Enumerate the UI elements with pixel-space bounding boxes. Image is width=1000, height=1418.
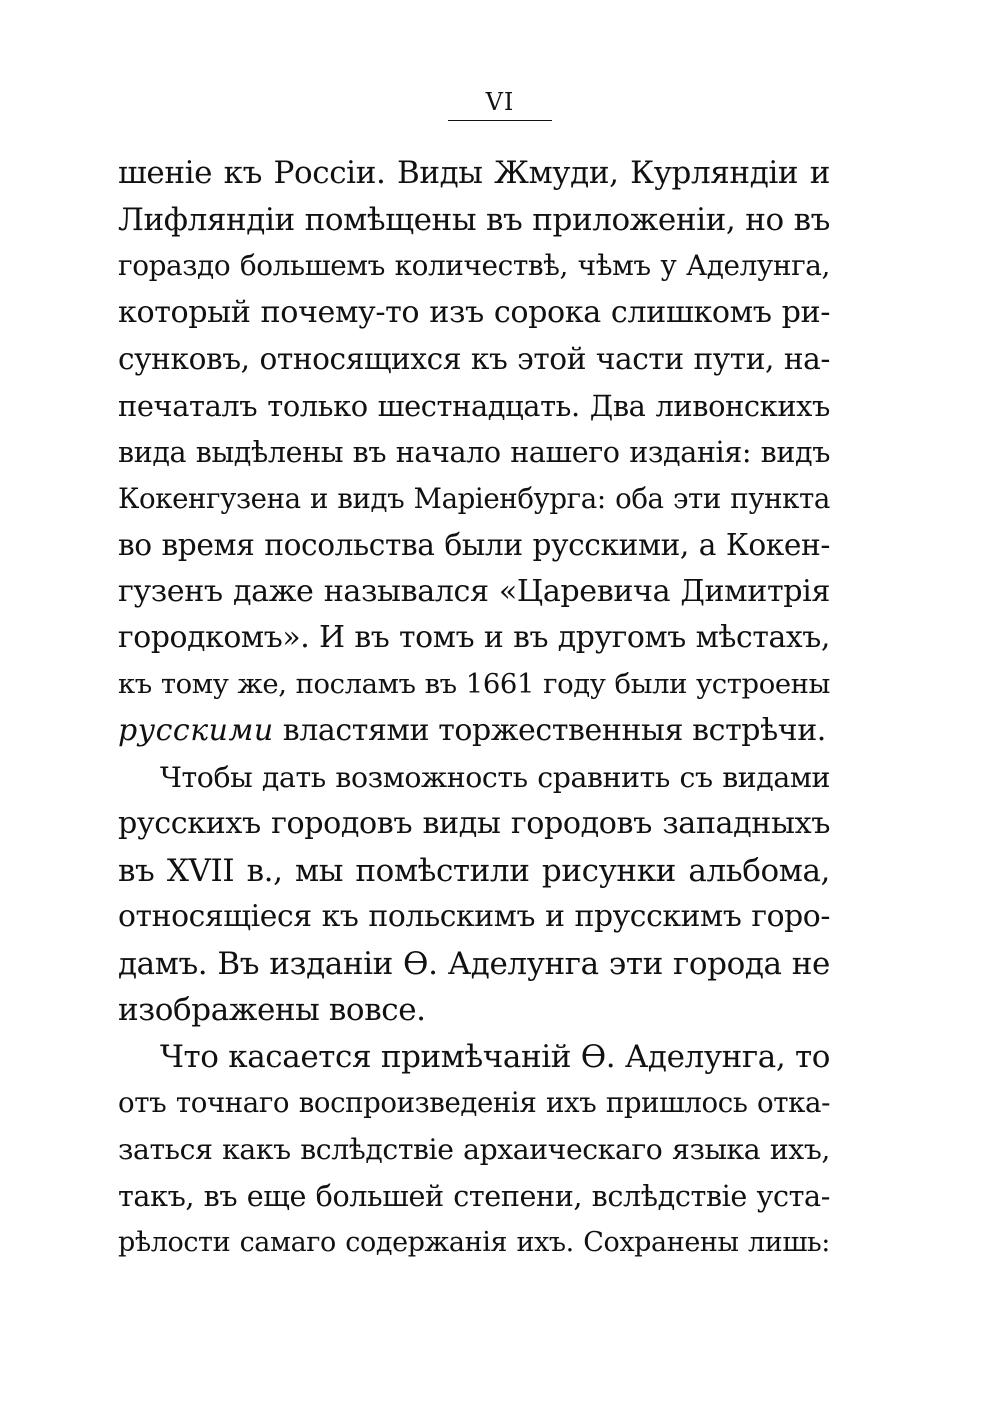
text-line: Чтобы дать возможность сравнить съ видами (160, 760, 830, 794)
text-line: городкомъ». И въ томъ и въ другомъ мѣстахъ, (118, 620, 830, 655)
text-line: Кокенгузена и видъ Маріенбурга: оба эти пункта (118, 481, 830, 515)
text-line-last: изображены вовсе. (118, 992, 426, 1028)
text-line: гузенъ даже назывался «Царевича Димитрія (118, 573, 830, 609)
text-line: къ тому же, посламъ въ 1661 году были устроены (118, 668, 830, 700)
paragraph-3 (118, 1034, 830, 1267)
text-line: въ XVII в., мы помѣстили рисунки альбома, (118, 852, 830, 889)
text-line: шеніе къ Россіи. Виды Жмуди, Курляндіи и (118, 155, 830, 191)
paragraph-2 (118, 755, 830, 1034)
text-line: Лифляндіи помѣщены въ приложеніи, но въ (118, 201, 830, 238)
text-line: заться какъ вслѣдствіе архаическаго языка ихъ, (118, 1132, 830, 1166)
text-line: гораздо большемъ количествѣ, чѣмъ у Аделунга, (118, 249, 830, 282)
text-line-last (118, 708, 830, 755)
text-line: рѣлости самаго содержанія ихъ. Сохранены лишь: (118, 1226, 830, 1258)
body-text (118, 150, 830, 1266)
paragraph-1 (118, 150, 830, 755)
text-line: во время посольства были русскими, а Кокен- (118, 527, 830, 562)
text-line: печаталъ только шестнадцать. Два ливонскихъ (118, 388, 830, 423)
text-line: такъ, въ еще большей степени, вслѣдствіе уста- (118, 1179, 830, 1213)
text-line: Что касается примѣчаній Ѳ. Аделунга, то (160, 1038, 830, 1075)
text-line: русскихъ городовъ виды городовъ западныхъ (118, 806, 830, 841)
text-line: отъ точнаго воспроизведенія ихъ пришлось отка- (118, 1086, 830, 1119)
text-line: сунковъ, относящихся къ этой части пути, на- (118, 342, 830, 376)
italic-word: русскими (118, 713, 274, 748)
text-line: относящіеся къ польскимъ и прусскимъ горо- (118, 899, 830, 934)
text-line: дамъ. Въ изданіи Ѳ. Аделунга эти города не (118, 945, 830, 982)
page-header (0, 88, 1000, 121)
page-number: VI (485, 88, 515, 116)
text-fragment: властями торжественныя встрѣчи. (273, 713, 826, 748)
text-line: который почему-то изъ сорока слишкомъ ри- (118, 294, 830, 330)
header-rule (448, 120, 552, 121)
text-line: вида выдѣлены въ начало нашего изданія: видъ (118, 435, 830, 469)
